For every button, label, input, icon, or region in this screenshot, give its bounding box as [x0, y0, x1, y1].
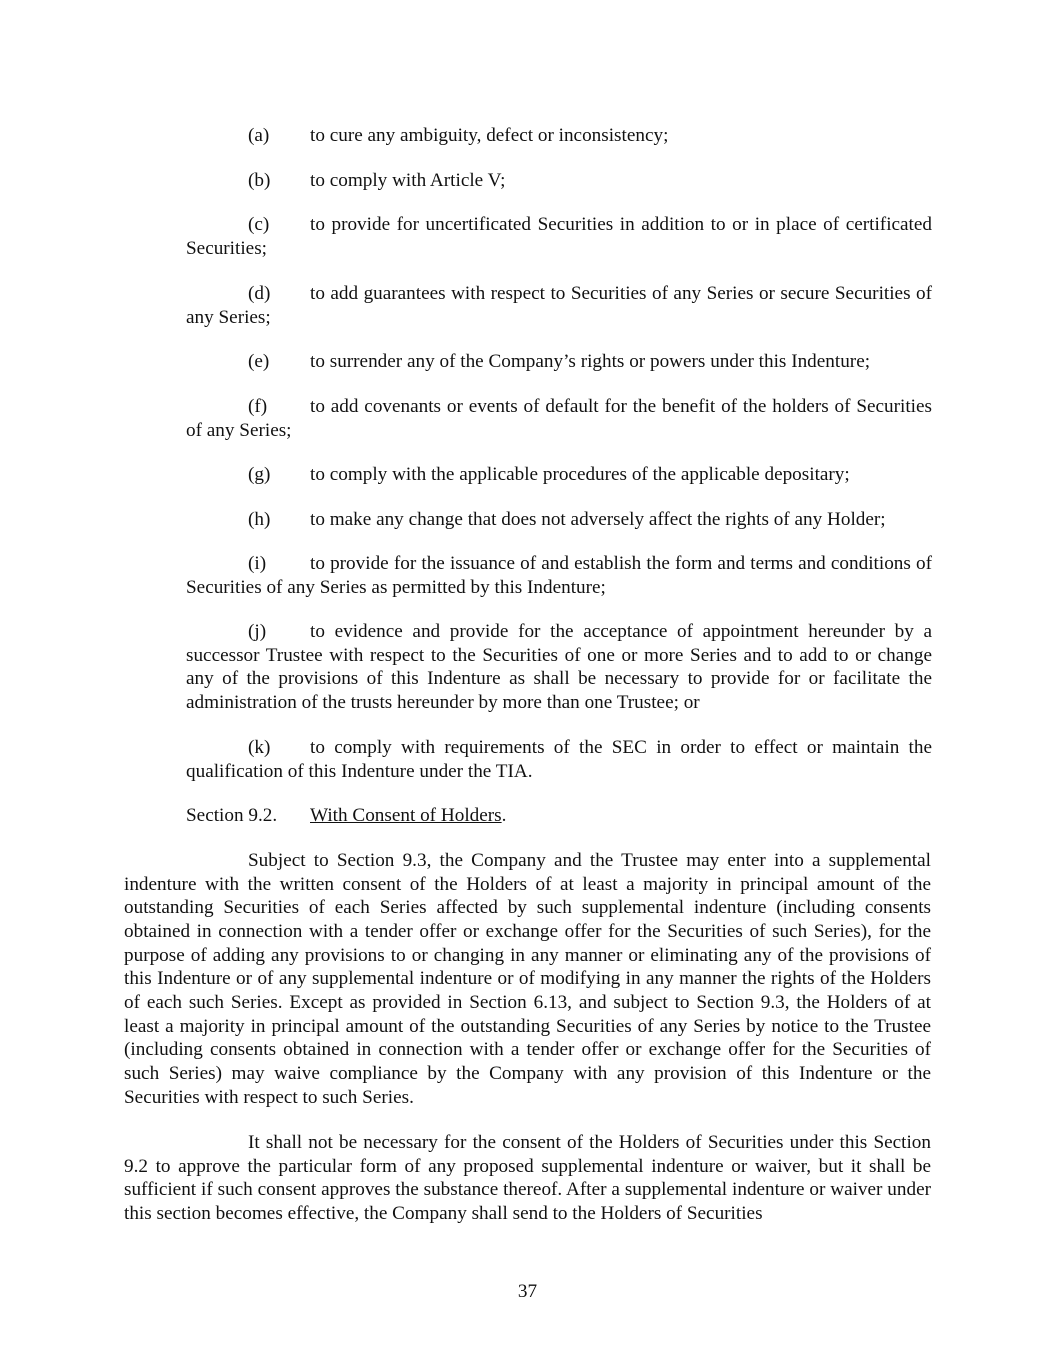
clause-f — [186, 395, 932, 442]
clause-k — [186, 736, 932, 783]
clause-b — [186, 169, 932, 193]
clause-label: (k) — [248, 737, 271, 758]
clause-text: to comply with requirements of the SEC in order to effect or maintain the qualification of this Indenture under the TIA. — [186, 737, 932, 782]
clause-label: (f) — [248, 396, 268, 417]
section-number: Section 9.2. — [186, 805, 278, 826]
clause-label: (a) — [248, 125, 270, 146]
page-number: 37 — [517, 1281, 538, 1302]
clause-j — [186, 620, 932, 714]
paragraph-form-of-consent: It shall not be necessary for the consent of the Holders of Securities under this Section 9.2 to approve the particular form of any proposed supplemental indenture or waiver, but it shall be sufficient if such consent approves the substance thereof. After a supplemental indenture or waiver under this section becomes effective, the Company shall send to the Holders of Securities — [124, 1132, 931, 1224]
clause-text: to make any change that does not adversely affect the rights of any Holder; — [310, 509, 886, 530]
clause-text: to evidence and provide for the acceptance of appointment hereunder by a successor Trustee with respect to the Securities of one or more Series and to add to or change any of the provisions of this Indenture as shall be necessary to provide for or facilitate the administration of the trusts hereunder by more than one Trustee; or — [186, 621, 932, 713]
clause-text: to provide for the issuance of and establish the form and terms and conditions of Securities of any Series as permitted by this Indenture; — [186, 553, 932, 598]
clause-label: (j) — [248, 621, 267, 642]
clause-label: (d) — [248, 283, 271, 304]
clause-c — [186, 213, 932, 260]
clause-label: (h) — [248, 509, 271, 530]
paragraph-consent: Subject to Section 9.3, the Company and the Trustee may enter into a supplemental indenture with the written consent of the Holders of at least a majority in principal amount of the outstanding Securities of each Series affected by such supplemental indenture (including consents obtained in connection with a tender offer or exchange offer for the Securities of such Series), for the purpose of adding any provisions to or changing in any manner or eliminating any of the provisions of this Indenture or of any supplemental indenture or of modifying in any manner the rights of the Holders of each such Series. Except as provided in Section 6.13, and subject to Section 9.3, the Holders of at least a majority in principal amount of the outstanding Securities of any Series by notice to the Trustee (including consents obtained in connection with a tender offer or exchange offer for the Securities of such Series) may waive compliance by the Company with any provision of this Indenture or the Securities with respect to such Series. — [124, 850, 931, 1108]
clause-e — [186, 350, 932, 374]
clause-a — [186, 124, 932, 148]
clause-label: (e) — [248, 351, 270, 372]
section-title: With Consent of Holders — [310, 805, 502, 826]
clause-label: (g) — [248, 464, 271, 485]
clause-text: to comply with Article V; — [310, 170, 506, 191]
clause-text: to comply with the applicable procedures of the applicable depositary; — [310, 464, 850, 485]
clause-text: to add covenants or events of default for the benefit of the holders of Securities of any Series; — [186, 396, 932, 441]
clause-label: (i) — [248, 553, 267, 574]
section-title-period: . — [501, 805, 507, 826]
clause-label: (b) — [248, 170, 271, 191]
clause-label: (c) — [248, 214, 270, 235]
clause-h — [186, 508, 932, 532]
clause-g — [186, 463, 932, 487]
clause-text: to add guarantees with respect to Securities of any Series or secure Securities of any Series; — [186, 283, 932, 328]
section-heading — [186, 804, 506, 828]
clause-text: to surrender any of the Company’s rights or powers under this Indenture; — [310, 351, 871, 372]
clause-i — [186, 552, 932, 599]
clause-text: to provide for uncertificated Securities in addition to or in place of certificated Securities; — [186, 214, 932, 259]
clause-d — [186, 282, 932, 329]
clause-text: to cure any ambiguity, defect or inconsistency; — [310, 125, 669, 146]
